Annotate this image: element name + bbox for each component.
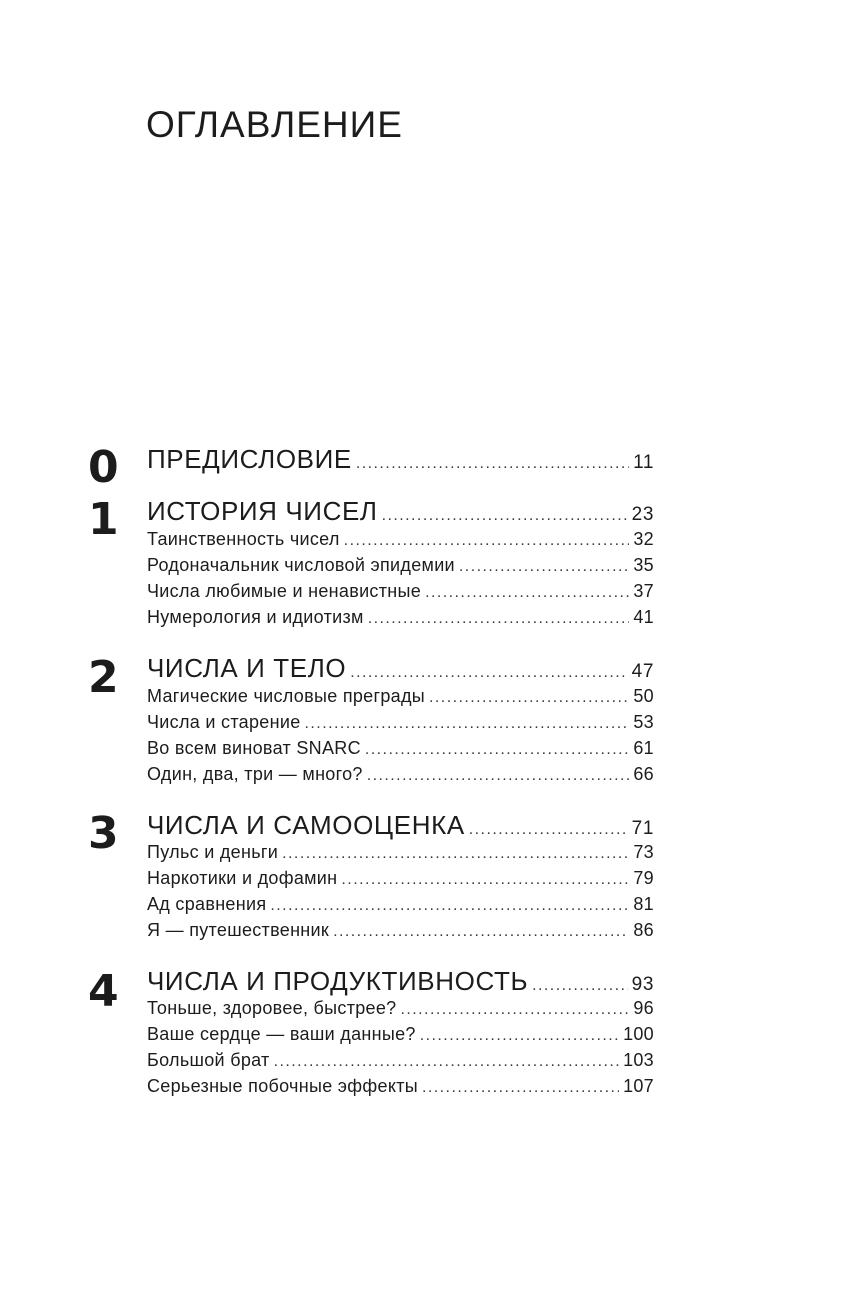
- page-number: 81: [633, 894, 654, 914]
- section-heading[interactable]: [147, 653, 654, 684]
- dot-leader: [341, 871, 629, 889]
- item-title: Тоньше, здоровее, быстрее?: [147, 998, 397, 1018]
- page-number: 86: [633, 920, 654, 940]
- dot-leader: [344, 532, 630, 550]
- toc-item[interactable]: [147, 686, 654, 707]
- item-title: Таинственность чисел: [147, 529, 340, 549]
- toc-item[interactable]: [147, 607, 654, 628]
- toc-item[interactable]: [147, 712, 654, 733]
- toc-item[interactable]: [147, 1050, 654, 1071]
- section-number: 1: [88, 494, 119, 545]
- item-title: Ваше сердце — ваши данные?: [147, 1024, 416, 1044]
- page-number: 61: [633, 738, 654, 758]
- toc-item[interactable]: [147, 1024, 654, 1045]
- dot-leader: [422, 1079, 619, 1097]
- dot-leader: [425, 584, 629, 602]
- page-number: 32: [633, 529, 654, 549]
- item-title: Один, два, три — много?: [147, 764, 363, 784]
- dot-leader: [274, 1053, 619, 1071]
- item-title: Пульс и деньги: [147, 842, 279, 862]
- section-heading[interactable]: [147, 496, 654, 527]
- page-number: 107: [623, 1076, 654, 1096]
- section-title: ЧИСЛА И ПРОДУКТИВНОСТЬ: [147, 966, 529, 996]
- section-heading[interactable]: [147, 444, 654, 475]
- section-title: ПРЕДИСЛОВИЕ: [147, 444, 352, 474]
- dot-leader: [420, 1027, 619, 1045]
- page-number: 96: [633, 998, 654, 1018]
- section-heading[interactable]: [147, 966, 654, 997]
- dot-leader: [270, 897, 629, 915]
- page-title: ОГЛАВЛЕНИЕ: [146, 104, 403, 145]
- item-title: Нумерология и идиотизм: [147, 607, 364, 627]
- item-title: Большой брат: [147, 1050, 270, 1070]
- dot-leader: [469, 821, 628, 839]
- dot-leader: [365, 741, 630, 759]
- page-number: 71: [631, 818, 654, 839]
- section-title: ЧИСЛА И ТЕЛО: [147, 653, 347, 683]
- page-number: 37: [633, 581, 654, 601]
- page-number: 79: [633, 868, 654, 888]
- dot-leader: [282, 845, 629, 863]
- page-number: 41: [633, 607, 654, 627]
- page-number: 23: [631, 504, 654, 525]
- item-title: Родоначальник числовой эпидемии: [147, 555, 455, 575]
- section-number: 2: [88, 652, 119, 703]
- item-title: Числа любимые и ненавистные: [147, 581, 422, 601]
- section-title: ИСТОРИЯ ЧИСЕЛ: [147, 496, 378, 526]
- toc-item[interactable]: [147, 555, 654, 576]
- page-number: 47: [631, 661, 654, 682]
- section-title: ЧИСЛА И САМООЦЕНКА: [147, 810, 465, 840]
- dot-leader: [367, 767, 630, 785]
- page-number: 93: [631, 974, 654, 995]
- section-heading[interactable]: [147, 810, 654, 841]
- toc-item[interactable]: [147, 581, 654, 602]
- dot-leader: [305, 715, 630, 733]
- page-number: 100: [623, 1024, 654, 1044]
- toc-item[interactable]: [147, 1076, 654, 1097]
- dot-leader: [459, 558, 629, 576]
- toc-item[interactable]: [147, 868, 654, 889]
- dot-leader: [368, 610, 630, 628]
- item-title: Ад сравнения: [147, 894, 267, 914]
- toc-item[interactable]: [147, 920, 654, 941]
- dot-leader: [356, 455, 629, 473]
- page-number: 66: [633, 764, 654, 784]
- dot-leader: [429, 689, 629, 707]
- toc-item[interactable]: [147, 894, 654, 915]
- toc-item[interactable]: [147, 529, 654, 550]
- dot-leader: [400, 1001, 629, 1019]
- page-number: 50: [633, 686, 654, 706]
- dot-leader: [532, 977, 628, 995]
- page-number: 53: [633, 712, 654, 732]
- item-title: Я — путешественник: [147, 920, 330, 940]
- toc-item[interactable]: [147, 764, 654, 785]
- item-title: Серьезные побочные эффекты: [147, 1076, 418, 1096]
- item-title: Магические числовые преграды: [147, 686, 426, 706]
- page-number: 103: [623, 1050, 654, 1070]
- dot-leader: [382, 507, 628, 525]
- section-number: 3: [88, 808, 119, 859]
- section-number: 0: [88, 442, 119, 493]
- dot-leader: [333, 923, 629, 941]
- toc-item[interactable]: [147, 842, 654, 863]
- toc-item[interactable]: [147, 998, 654, 1019]
- toc-item[interactable]: [147, 738, 654, 759]
- page-number: 35: [633, 555, 654, 575]
- item-title: Наркотики и дофамин: [147, 868, 338, 888]
- page-number: 73: [633, 842, 654, 862]
- section-number: 4: [88, 966, 119, 1017]
- item-title: Во всем виноват SNARC: [147, 738, 361, 758]
- item-title: Числа и старение: [147, 712, 301, 732]
- dot-leader: [350, 664, 627, 682]
- page-number: 11: [633, 452, 654, 473]
